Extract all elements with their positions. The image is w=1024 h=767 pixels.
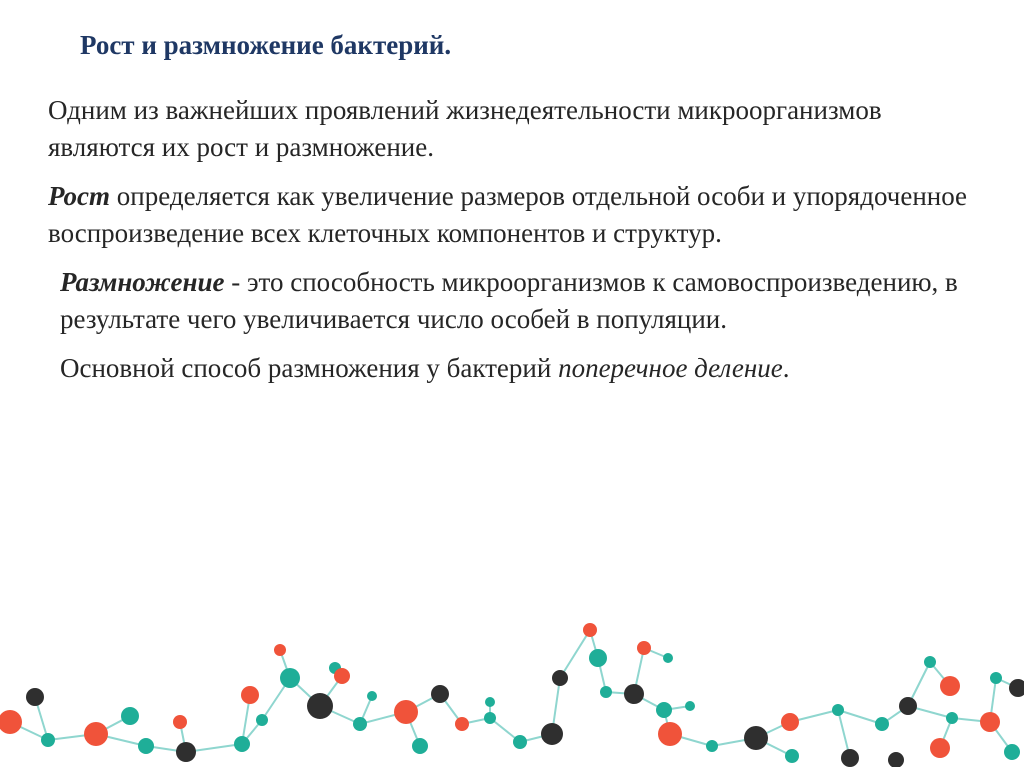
- division-method: поперечное деление: [558, 353, 783, 383]
- paragraph-intro: Одним из важнейших проявлений жизнедеятельности микроорганизмов являются их рост и размножение.: [48, 95, 882, 162]
- paragraph-division: [48, 350, 978, 387]
- slide-body: [48, 92, 978, 399]
- term-growth: Рост: [48, 181, 111, 211]
- reproduction-definition: - это способность микроорганизмов к самовоспроизведению, в результате чего увеличивается число особей в популяции.: [60, 267, 958, 334]
- division-text: Основной способ размножения у бактерий: [60, 353, 559, 383]
- molecule-decoration: [0, 600, 1024, 767]
- paragraph-growth: [48, 178, 978, 252]
- slide-title: Рост и размножение бактерий.: [80, 30, 452, 60]
- molecule-atoms: [0, 623, 1024, 767]
- division-end: .: [782, 353, 790, 383]
- term-reproduction: Размножение: [60, 267, 225, 297]
- growth-definition: определяется как увеличение размеров отдельной особи и упорядоченное воспроизведение всех клеточных компонентов и структур.: [48, 181, 968, 248]
- paragraph-reproduction: [48, 264, 978, 338]
